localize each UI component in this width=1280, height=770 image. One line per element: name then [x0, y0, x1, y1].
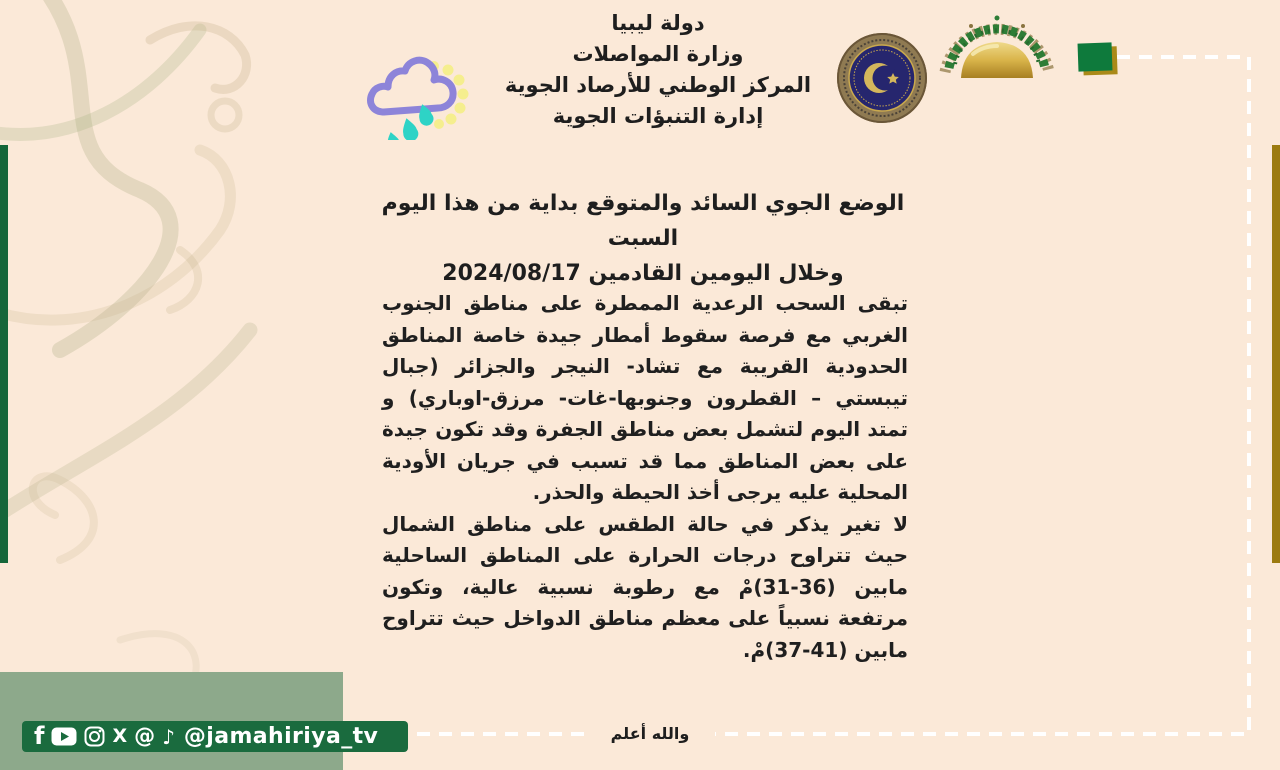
bulletin-title-line2: وخلال اليومين القادمين 2024/08/17	[442, 261, 844, 286]
bulletin-title	[378, 186, 908, 291]
org-line-department: إدارة التنبؤات الجوية	[552, 104, 764, 128]
x-icon: X	[112, 725, 128, 747]
facebook-icon: f	[34, 721, 45, 750]
forecast-paragraph-north: لا تغير يذكر في حالة الطقس على مناطق الشمال حيث تتراوح درجات الحرارة على المناطق الساحلية مابين (36-31)مْ مع رطوبة نسبية عالية، وتكون مرتفعة نسبياً على معظم مناطق الدواخل حيث تتراوح مابين (41-37)مْ.	[382, 511, 908, 662]
jamahiriya-tv-calligraphy-dome-logo	[925, 6, 1070, 84]
org-line-country: دولة ليبيا	[611, 11, 705, 35]
bulletin-body	[382, 288, 908, 666]
social-media-bar	[22, 721, 408, 752]
instagram-icon	[84, 726, 105, 747]
libya-government-seal	[836, 32, 928, 124]
org-header	[468, 8, 848, 132]
social-handle: @jamahiriya_tv	[183, 724, 379, 749]
forecast-paragraph-south: تبقى السحب الرعدية الممطرة على مناطق الجنوب الغربي مع فرصة سقوط أمطار جيدة خاصة المناطق الحدودية القريبة مع تشاد- النيجر والجزائر (جبال تيبستي – القطرون وجنوبها-غات- مرزق-اوباري) و تمتد اليوم لتشمل بعض مناطق الجفرة وقد تكون جيدة على بعض المناطق مما قد تسبب في جريان الأودية المحلية عليه يرجى أخذ الحيطة والحذر.	[382, 291, 908, 504]
bulletin-title-line1: الوضع الجوي السائد والمتوقع بداية من هذا اليوم السبت	[381, 191, 905, 251]
org-line-center: المركز الوطني للأرصاد الجوية	[504, 73, 812, 97]
org-line-ministry: وزارة المواصلات	[572, 42, 744, 66]
closing-phrase: والله أعلم	[585, 722, 715, 745]
tiktok-icon: ♪	[162, 724, 175, 749]
youtube-icon	[51, 727, 77, 746]
cloud-rain-sun-icon	[362, 44, 470, 140]
threads-icon: @	[134, 724, 156, 748]
green-flag	[1078, 42, 1113, 71]
